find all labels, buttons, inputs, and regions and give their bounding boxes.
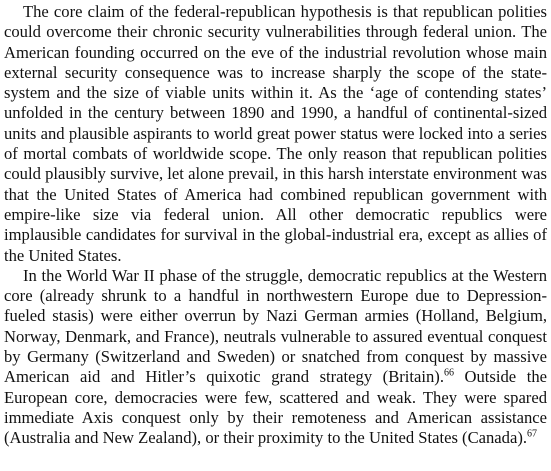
paragraph-text-part-2: Outside the European core, democracies were few, scattered and weak. They were spared immediate Axis conquest only by their remoteness and American assistance (Australia and New Zealand), or their proximity to the United States (Canada). xyxy=(4,367,547,448)
footnote-marker-66[interactable]: 66 xyxy=(443,367,454,379)
paragraph-world-war-ii xyxy=(4,266,547,449)
paragraph-text-part-1: In the World War II phase of the struggle, democratic republics at the Western core (already shrunk to a handful in northwestern Europe due to Depression-fueled stasis) were either overrun by Nazi German armies (Holland, Belgium, Norway, Denmark, and France), neutrals vulnerable to assured eventual conquest by Germany (Switzerland and Sweden) or snatched from conquest by massive American aid and Hitler’s quixotic grand strategy (Britain). xyxy=(4,265,547,387)
footnote-marker-67[interactable]: 67 xyxy=(527,428,538,440)
paragraph-federal-republican-hypothesis: The core claim of the federal-republican hypothesis is that republican polities could overcome their chronic security vulnerabilities through federal union. The American founding occurred on the eve of the industrial revolution whose main external security consequence was to increase sharply the scope of the state-system and the size of viable units within it. As the ‘age of contending states’ unfolded in the century between 1890 and 1990, a handful of continental-sized units and plausible aspirants to world great power status were locked into a series of mortal combats of worldwide scope. The only reason that republican polities could plausibly survive, let alone prevail, in this harsh interstate environment was that the United States of America had combined republican government with empire-like size via federal union. All other democratic republics were implausible candidates for survival in the global-industrial era, except as allies of the United States. xyxy=(4,2,547,265)
